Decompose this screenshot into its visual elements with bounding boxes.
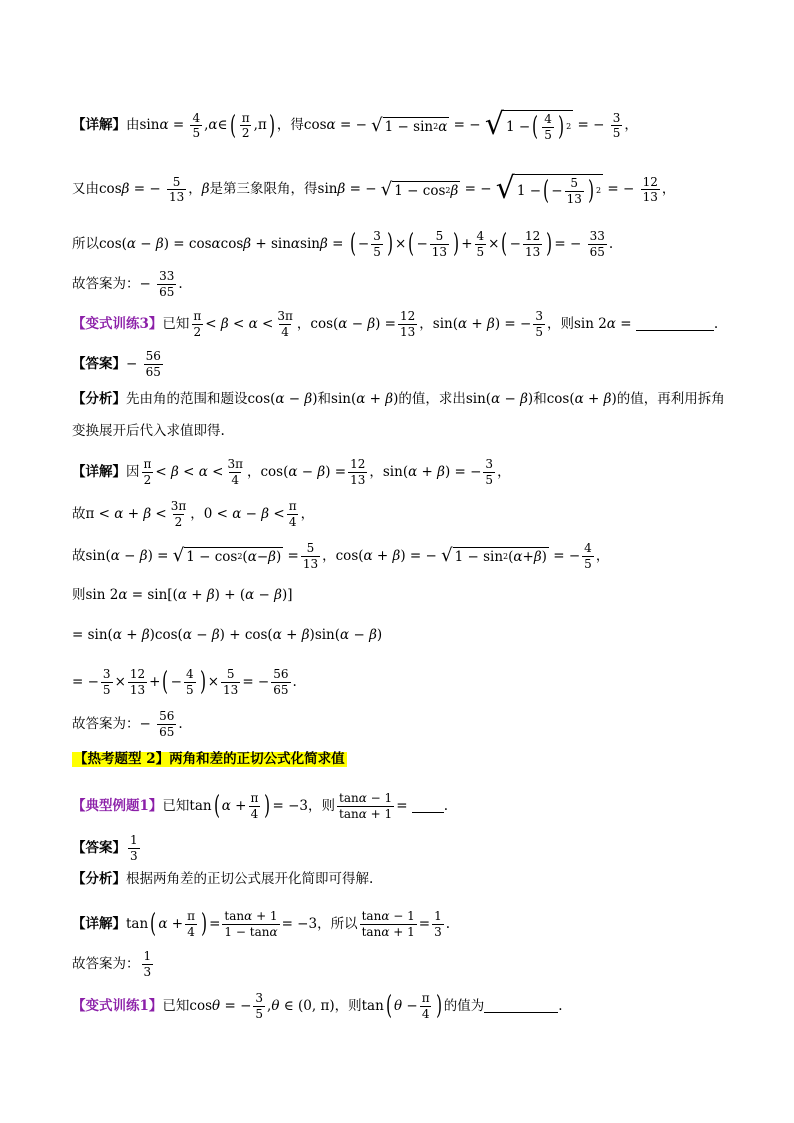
math: −: [139, 275, 156, 292]
text: 故答案为：: [72, 275, 140, 292]
detail-v3-line-2: [72, 500, 754, 528]
text: 变换展开后代入求值即得.: [72, 423, 225, 439]
fraction: $\frac{3\pi}{4}$: [227, 457, 243, 487]
fraction: $\frac{\tan\alpha - 1}{\tan\alpha + 1}$: [339, 791, 393, 821]
text: .: [713, 315, 719, 332]
math: = −: [460, 181, 496, 198]
math: tan: [361, 997, 384, 1014]
math: sin 2α = sin[(α + β) + (α − β)]: [85, 587, 293, 603]
math: ): [199, 667, 206, 698]
math: sin(α + β): [331, 391, 399, 407]
math: sinα =: [139, 117, 189, 134]
detail-line-1: [72, 107, 754, 143]
math: ，: [595, 547, 610, 564]
text: .: [445, 915, 450, 932]
detail-v3-line-6: = − $\frac{3}{5}$ × $\frac{12}{13}$ + ( − $\frac{4}{5}$ ) × $\frac{5}{13}$ = − $\frac{56}{65}$ .: [72, 667, 297, 698]
text: ，所以: [317, 915, 358, 932]
text: 的值为: [443, 997, 485, 1014]
math: =: [396, 797, 412, 814]
math: (: [385, 991, 392, 1022]
math: ): [268, 110, 275, 141]
text: 已知: [162, 997, 190, 1014]
math: cosθ = −: [189, 997, 252, 1014]
text: 是第三象限角，得: [209, 181, 318, 198]
math: ): [546, 229, 553, 260]
fraction: $\frac{12}{13}$: [129, 667, 146, 697]
math: −: [126, 355, 142, 372]
fraction: $\frac{\pi}{4}$: [288, 499, 297, 529]
variant1-tag: 【变式训练1】: [72, 997, 163, 1014]
math: +: [149, 673, 161, 690]
example1-tag: 【典型例题1】: [72, 797, 163, 814]
hot-topic-highlight: 【热考题型 2】两角和差的正切公式化简求值: [74, 751, 345, 767]
answer-line-3: [72, 710, 754, 738]
text: 故答案为：: [72, 955, 140, 972]
math: cosα = −: [303, 117, 372, 134]
math: ×: [488, 235, 500, 252]
text: 已知: [162, 315, 190, 332]
analysis-line-2: [72, 424, 754, 439]
sqrt: √ 1 − cos 2 ( α − β ): [172, 545, 282, 567]
text: 又由: [72, 181, 99, 198]
detail-ex1-line: [72, 910, 754, 938]
sqrt: √ 1 − sin 2 α: [371, 114, 448, 136]
text: .: [178, 715, 183, 732]
math: = −: [548, 547, 581, 564]
fraction: $\frac{\pi}{2}$: [143, 457, 152, 487]
math: tan: [189, 797, 212, 814]
fraction: $\frac{1}{3}$: [434, 909, 442, 939]
math: π < α + β <: [85, 505, 167, 522]
math: = −: [554, 235, 586, 252]
math: ,α∈: [204, 117, 228, 134]
text: 和: [533, 391, 547, 407]
math: ，cos(α − β) =: [296, 315, 396, 332]
math: (: [501, 229, 508, 260]
detail-line-2: [72, 171, 754, 207]
math: ,π: [253, 117, 267, 134]
variant1-question: [72, 992, 754, 1020]
text: 因: [126, 463, 140, 480]
sqrt: √ 1 − ( − $\frac{5}{13}$ ) 2: [495, 171, 602, 207]
text: 故: [72, 505, 86, 522]
math: =: [209, 915, 221, 932]
fraction: $\frac{\pi}{2}$: [241, 110, 250, 141]
math: ): [453, 229, 460, 260]
math: (: [162, 667, 169, 698]
text: .: [292, 673, 297, 690]
fraction: $\frac{3\pi}{4}$: [277, 309, 293, 339]
math: (: [213, 791, 220, 822]
text: ，: [661, 181, 676, 198]
text: ，: [624, 117, 638, 134]
fraction: $\frac{33}{65}$: [589, 229, 605, 259]
fraction: $\frac{12}{13}$: [642, 174, 658, 205]
detail-label: 【详解】: [72, 915, 126, 932]
math: θ −: [393, 997, 418, 1014]
math: =: [283, 547, 299, 564]
answer-line-1: [72, 270, 754, 298]
fraction: $\frac{5}{13}$: [223, 667, 239, 697]
sqrt: √ 1 − sin 2 ( α + β ): [441, 545, 547, 567]
text: 根据两角差的正切公式展开化简即可得解.: [126, 871, 374, 887]
fraction: $\frac{\pi}{4}$: [421, 991, 430, 1021]
answer-blank: [636, 318, 714, 331]
math: α +: [221, 797, 247, 814]
text: ，得: [276, 117, 304, 134]
fraction: $\frac{\pi}{4}$: [250, 791, 259, 821]
sqrt: √ 1 − ( $\frac{4}{5}$ ) 2: [484, 107, 572, 143]
fraction: $\frac{5}{13}$: [168, 174, 185, 205]
math: = −: [573, 117, 609, 134]
math: sin(α − β): [465, 391, 534, 407]
detail-label: 【详解】: [72, 463, 126, 480]
text: .: [178, 275, 183, 292]
math: +: [461, 235, 473, 252]
fraction: $\frac{\pi}{2}$: [193, 309, 202, 339]
answer-label: 【答案】: [72, 355, 126, 372]
fraction: $\frac{\tan\alpha - 1}{\tan\alpha + 1}$: [361, 909, 415, 939]
text: 故: [72, 547, 86, 564]
math: (: [408, 229, 415, 260]
math: ，: [300, 505, 315, 522]
math: = −: [603, 181, 639, 198]
text: .: [558, 997, 563, 1014]
text: 和: [317, 391, 332, 407]
math: ): [264, 791, 271, 822]
math: tan: [126, 915, 149, 932]
answer-label: 【答案】: [72, 839, 126, 856]
fraction: $\frac{33}{65}$: [159, 269, 175, 299]
fraction: $\frac{3\pi}{2}$: [170, 499, 187, 529]
math: cos(α − β): [247, 391, 318, 407]
analysis-line-1: [72, 392, 754, 407]
fraction: $\frac{5}{13}$: [431, 229, 448, 259]
math: (: [349, 229, 356, 260]
variant3-tag: 【变式训练3】: [72, 315, 163, 332]
fraction: $\frac{3}{5}$: [255, 991, 264, 1021]
math: α +: [158, 915, 184, 932]
fraction: $\frac{3}{5}$: [535, 309, 543, 339]
fraction: $\frac{\pi}{4}$: [187, 909, 195, 939]
math: ): [386, 229, 393, 260]
math: ): [435, 991, 442, 1022]
sqrt: √ 1 − cos 2 β: [380, 178, 459, 200]
analysis-label: 【分析】: [72, 871, 126, 887]
math: ×: [394, 235, 407, 252]
answer-line-4: [72, 834, 754, 862]
fraction: $\frac{4}{5}$: [192, 110, 201, 141]
detail-v3-line-3: [72, 542, 754, 570]
analysis-label: 【分析】: [72, 391, 126, 407]
text: 已知: [162, 797, 190, 814]
math: < β < α <: [155, 463, 224, 480]
math: = −: [72, 673, 99, 690]
math: ，sin(α + β) = −: [369, 463, 482, 480]
fraction: $\frac{4}{5}$: [476, 229, 485, 259]
math: = −: [242, 673, 270, 690]
example1-question: [72, 792, 754, 820]
math: cos(α + β): [546, 391, 617, 407]
fraction: $\frac{56}{65}$: [273, 667, 289, 697]
analysis-line-3: [72, 872, 754, 887]
math: cos(α − β) = cosαcosβ + sinαsinβ =: [99, 235, 348, 252]
text: 先由角的范围和题设: [126, 391, 248, 407]
math: ×: [114, 673, 126, 690]
fraction: $\frac{3}{5}$: [373, 229, 381, 259]
answer-line-2: [72, 350, 754, 378]
math: ，sin(α + β) = −: [419, 315, 532, 332]
math: ×: [207, 673, 220, 690]
detail-v3-line-5: [72, 628, 754, 643]
fraction: $\frac{3}{5}$: [102, 667, 111, 697]
text: 所以: [72, 235, 99, 252]
math: ，cos(α − β) =: [246, 463, 347, 480]
answer-blank: [484, 1000, 558, 1013]
math: =: [418, 915, 431, 932]
variant3-question: [72, 310, 754, 338]
hot-topic-heading: [72, 752, 754, 767]
text: .: [443, 797, 449, 814]
answer-blank: [412, 800, 444, 813]
text: .: [608, 235, 614, 252]
text: 故答案为：: [72, 715, 140, 732]
fraction: $\frac{12}{13}$: [350, 457, 366, 487]
fraction: $\frac{1}{3}$: [130, 833, 138, 863]
math: = −: [449, 117, 485, 134]
math: ,θ ∈ (0, π): [267, 997, 335, 1014]
fraction: $\frac{3}{5}$: [485, 457, 494, 487]
detail-v3-line-4: [72, 588, 754, 603]
detail-line-3: 所以 cos(α − β) = cosαcosβ + sinαsinβ = ( − $\frac{3}{5}$ ) × ( − $\frac{5}{13}$ ) + $\frac{4}{5}$ × ( − $\frac{12}{13}$ ) = − $\frac{33}{65}$ .: [72, 229, 614, 260]
detail-v3-line-1: [72, 458, 754, 486]
fraction: $\frac{56}{65}$: [159, 709, 175, 739]
text: ，则: [334, 997, 362, 1014]
answer-line-5: [72, 950, 754, 978]
text: 由: [126, 117, 140, 134]
fraction: $\frac{12}{13}$: [524, 229, 541, 259]
math: ，β: [188, 181, 210, 198]
math: cosβ = −: [99, 181, 165, 198]
math: ): [200, 909, 208, 940]
math: = −3: [281, 915, 318, 932]
fraction: $\frac{3}{5}$: [612, 110, 621, 141]
fraction: $\frac{4}{5}$: [185, 667, 194, 697]
math: ，cos(α + β) = −: [322, 547, 442, 564]
math: (: [150, 909, 157, 940]
math: ，: [497, 463, 511, 480]
math: (: [229, 110, 236, 141]
text: 则: [72, 587, 86, 603]
fraction: $\frac{12}{13}$: [400, 309, 416, 339]
fraction: $\frac{5}{13}$: [302, 541, 319, 571]
detail-label: 【详解】: [72, 117, 126, 134]
math: < β < α <: [205, 315, 274, 332]
math: ，0 < α − β <: [190, 505, 285, 522]
math: = −3: [272, 797, 309, 814]
fraction: $\frac{\tan\alpha + 1}{1 - \tan\alpha}$: [224, 909, 278, 939]
fraction: $\frac{4}{5}$: [584, 541, 592, 571]
text: 的值，再利用拆角: [616, 391, 725, 407]
text: 的值，求出: [398, 391, 466, 407]
math: sin(α − β) =: [85, 547, 173, 564]
math: sin 2α =: [573, 315, 636, 332]
fraction: $\frac{1}{3}$: [143, 949, 152, 979]
fraction: $\frac{56}{65}$: [145, 349, 161, 379]
text: ，则: [308, 797, 336, 814]
math: −: [139, 715, 156, 732]
math: = sin(α + β)cos(α − β) + cos(α + β)sin(α − β): [72, 627, 383, 643]
math: sinβ = −: [317, 181, 381, 198]
text: ，则: [546, 315, 574, 332]
